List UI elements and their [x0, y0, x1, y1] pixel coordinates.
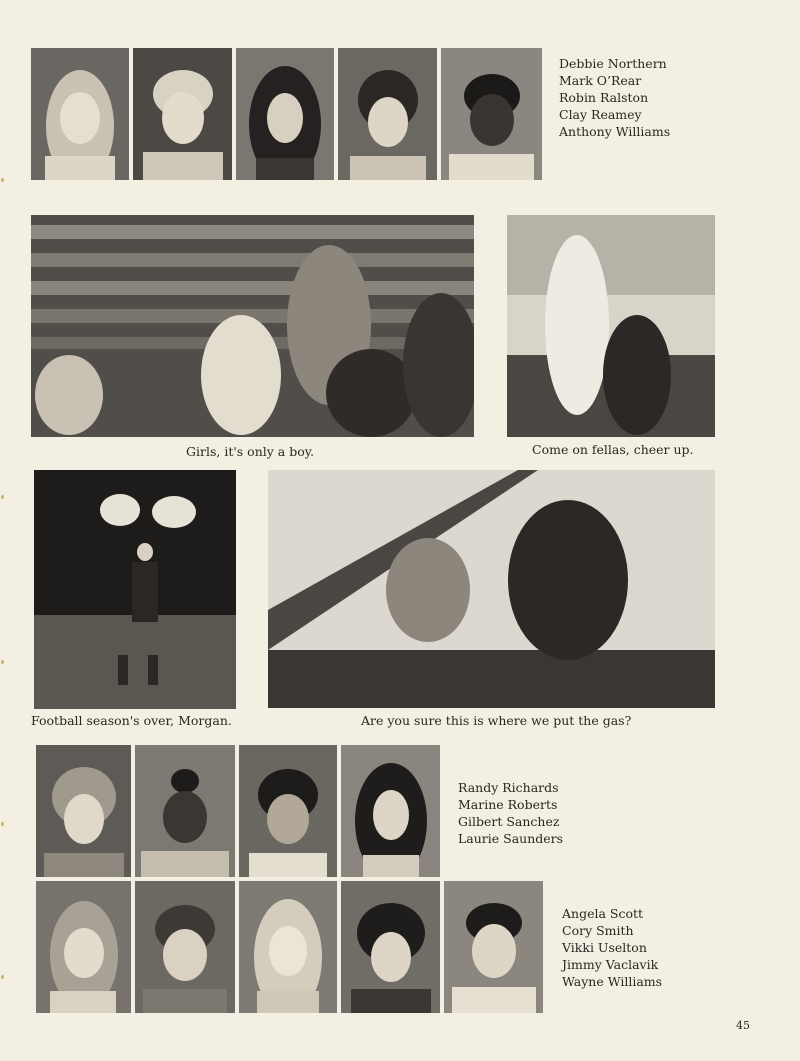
binding-speck — [1, 975, 4, 979]
engine-caption: Are you sure this is where we put the gas? — [361, 713, 632, 728]
portrait-photo — [341, 745, 440, 877]
car-boys-photo — [507, 215, 715, 437]
car-boys-caption: Come on fellas, cheer up. — [532, 442, 694, 457]
student-name: Cory Smith — [562, 923, 634, 938]
portrait-photo — [135, 881, 235, 1013]
portrait-photo — [441, 48, 542, 180]
student-name: Gilbert Sanchez — [458, 814, 560, 829]
page-number: 45 — [736, 1019, 750, 1032]
cheerleader-photo — [34, 470, 236, 709]
student-name: Robin Ralston — [559, 90, 649, 105]
student-name: Clay Reamey — [559, 107, 642, 122]
student-name: Anthony Williams — [559, 124, 671, 139]
student-name: Marine Roberts — [458, 797, 558, 812]
name-list-row-2 — [458, 779, 563, 847]
student-name: Randy Richards — [458, 780, 559, 795]
student-name: Debbie Northern — [559, 56, 667, 71]
bleachers-photo — [31, 215, 474, 437]
binding-speck — [1, 660, 4, 664]
portrait-photo — [133, 48, 232, 180]
bleachers-caption: Girls, it's only a boy. — [186, 444, 315, 459]
student-name: Laurie Saunders — [458, 831, 564, 846]
binding-speck — [1, 822, 4, 826]
binding-speck — [1, 178, 4, 182]
portrait-photo — [239, 881, 337, 1013]
student-name: Jimmy Vaclavik — [562, 957, 659, 972]
portrait-photo — [444, 881, 543, 1013]
student-name: Wayne Williams — [562, 974, 663, 989]
name-list-row-1 — [559, 55, 670, 140]
portrait-photo — [338, 48, 437, 180]
portrait-photo — [36, 881, 131, 1013]
portrait-photo — [36, 745, 131, 877]
portrait-photo — [31, 48, 129, 180]
name-list-row-3 — [562, 905, 662, 990]
portrait-photo — [341, 881, 440, 1013]
binding-speck — [1, 495, 4, 499]
student-name: Vikki Uselton — [562, 940, 647, 955]
cheerleader-caption: Football season's over, Morgan. — [31, 713, 232, 728]
portrait-photo — [135, 745, 235, 877]
portrait-photo — [236, 48, 334, 180]
student-name: Mark O’Rear — [559, 73, 642, 88]
portrait-photo — [239, 745, 337, 877]
engine-photo — [268, 470, 715, 708]
student-name: Angela Scott — [562, 906, 644, 921]
